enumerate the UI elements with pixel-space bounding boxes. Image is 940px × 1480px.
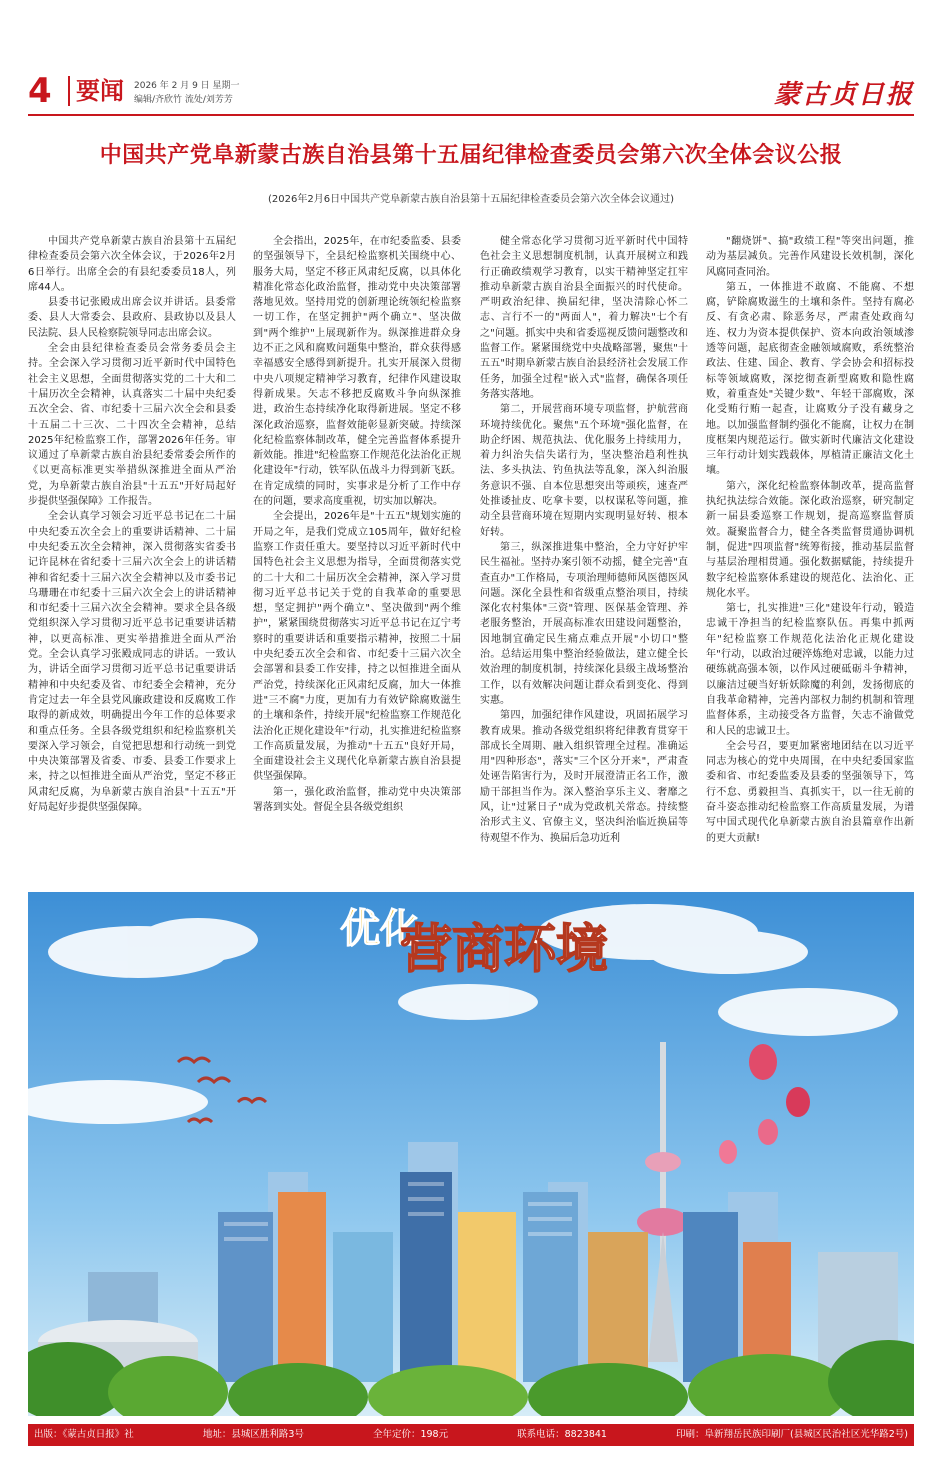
paragraph: 第一，强化政治监督，推动党中央决策部署落到实处。督促全县各级党组织 (253, 786, 461, 813)
paragraph: 全会认真学习领会习近平总书记在二十届中央纪委五次全会上的重要讲话精神、二十届中央纪委五次全会精神，深入贯彻落实省委书记许昆林在省纪委十三届六次全会上的讲话精神和省纪委十三届六次全会精神以及市委书记乌珊珊在市纪委十三届六次全会上的讲话精神和市纪委十三届六次全会精神。要求全县各级党组织深入学习贯彻习近平总书记重要讲话精神，以更高标准、更实举措推进全面从严治党。全会认真学习张殿成同志的讲话。一致认为，讲话全面学习贯彻习近平总书记重要讲话精神和中央纪委及省、市纪委全会精神，充分肯定过去一年全县党风廉政建设和反腐败工作取得的新成效，明确提出今年工作的总体要求和重点任务。全县各级党组织和纪检监察机关要深入学习领会，自觉把思想和行动统一到党中央决策部署及省委、市委、县委工作要求上来，持之以恒推进全面从严治党，坚定不移正风肃纪反腐，为阜新蒙古族自治县"十五五"开好局起好步提供坚强保障。 (28, 511, 236, 813)
article-column-3 (480, 234, 688, 846)
paragraph: 全会指出，2025年，在市纪委监委、县委的坚强领导下，全县纪检监察机关围绕中心、服务大局，坚定不移正风肃纪反腐，以具体化精准化常态化政治监督，推动党中央决策部署落地见效。坚持用党的创新理论统领纪检监察一切工作，在坚定拥护"两个确立"、坚决做到"两个维护"上展现新作为。纵深推进群众身边不正之风和腐败问题集中整治，群众获得感幸福感安全感得到新提升。扎实开展深入贯彻中央八项规定精神学习教育，纪律作风建设取得新成果。矢志不移把反腐败斗争向纵深推进，政治生态持续净化取得新进展。坚定不移深化政治巡察，监督效能彰显新突破。持续深化纪检监察体制改革，健全完善监督体系提升新效能。推进"纪检监察工作规范化法治化正规化建设年"行动，铁军队伍战斗力得到新飞跃。在肯定成绩的同时，实事求是分析了工作中存在的问题，要求高度重视，切实加以解决。 (253, 236, 461, 508)
paragraph: 全会由县纪律检查委员会常务委员会主持。全会深入学习贯彻习近平新时代中国特色社会主义思想，全面贯彻落实党的二十大和二十届历次全会精神，认真落实二十届中央纪委五次全会、省、市纪委十三届六次全会和县委十五届二十三次、二十四次全会精神，总结2025年纪检监察工作，部署2026年任务。审议通过了阜新蒙古族自治县纪委常委会所作的《以更高标准更实举措纵深推进全面从严治党，为阜新蒙古族自治县"十五五"开好局起好步提供坚强保障》工作报告。 (28, 343, 236, 508)
masthead-divider (28, 114, 914, 116)
banner-title-main: 营商环境 (400, 919, 609, 980)
paragraph: 第三，纵深推进集中整治，全力守好护牢民生福祉。坚持办案引领不动摇，健全完善"直查直办"工作格局，专项治理师德师风医德医风问题。深化全县性和省级重点整治项目，持续深化农村集体"三资"管理、医保基金管理、养老服务整治，开展高标准农田建设问题整治，因地制宜确定民生痛点难点开展"小切口"整治。总结运用集中整治经验做法，建立健全长效治理的制度机制，持续深化县级主战场整治工作，以有效解决问题让群众看到变化、得到实惠。 (480, 541, 688, 706)
article-column-1 (28, 234, 236, 815)
article-column-4 (706, 234, 914, 846)
page-footer (28, 1424, 914, 1446)
paragraph: 全会号召，要更加紧密地团结在以习近平同志为核心的党中央周围，在中央纪委国家监委和省、市纪委监委及县委的坚强领导下，笃行不怠、勇毅担当、真抓实干，以一往无前的奋斗姿态推动纪检监察工作高质量发展，为谱写中国式现代化阜新蒙古族自治县篇章作出新的更大贡献! (706, 740, 914, 844)
paragraph: 第四，加强纪律作风建设，巩固拓展学习教育成果。推动各级党组织将纪律教育贯穿干部成长全周期、融入组织管理全过程。准确运用"四种形态"，落实"三个区分开来"，严肃查处诬告陷害行为，及时开展澄清正名工作，激励干部担当作为。深入整治享乐主义、奢靡之风，让"过紧日子"成为党政机关常态。持续整治形式主义、官僚主义，坚决纠治临近换届等待观望不作为、换届后急功近利 (480, 710, 688, 844)
masthead (28, 70, 914, 114)
paragraph: 第七，扎实推进"三化"建设年行动，锻造忠诚干净担当的纪检监察队伍。再集中抓两年"纪检监察工作规范化法治化正规化建设年"行动，以政治过硬淬炼绝对忠诚，以能力过硬练就高强本领，以作风过硬砥砺斗争精神，以廉洁过硬当好斩妖除魔的利剑，发扬彻底的自我革命精神，完善内部权力制约机制和管理监督体系，主动接受各方监督，矢志不渝做党和人民的忠诚卫士。 (706, 603, 914, 737)
paragraph: 全会提出，2026年是"十五五"规划实施的开局之年，是我们党成立105周年，做好纪检监察工作责任重大。要坚持以习近平新时代中国特色社会主义思想为指导，全面贯彻落实党的二十大和二十届历次全会精神，深入学习贯彻习近平总书记关于党的自我革命的重要思想，坚定拥护"两个确立"、坚决做到"两个维护"，紧紧围绕贯彻落实习近平总书记在辽宁考察时的重要讲话和重要指示精神，按照二十届中央纪委五次全会和省、市纪委十三届六次全会部署和县委工作安排，持之以恒推进全面从严治党，持续深化正风肃纪反腐，加大一体推进"三不腐"力度，更加有力有效铲除腐败滋生的土壤和条件，持续开展"纪检监察工作规范化法治化正规化建设年"行动，扎实推进纪检监察工作高质量发展，为推动"十五五"良好开局，全面建设社会主义现代化阜新蒙古族自治县提供坚强保障。 (253, 511, 461, 783)
paragraph: 第六，深化纪检监察体制改革，提高监督执纪执法综合效能。深化政治巡察，研究制定新一届县委巡察工作规划，提高巡察监督质效。凝聚监督合力，健全各类监督贯通协调机制，促进"四项监督"统筹衔接，推动基层监督与基层治理相贯通。强化数据赋能，持续提升数字纪检监察体系建设的规范化、法治化、正规化水平。 (706, 480, 914, 599)
paragraph: 中国共产党阜新蒙古族自治县第十五届纪律检查委员会第六次全体会议，于2026年2月6日举行。出席全会的有县纪委委员18人，列席44人。 (28, 236, 236, 293)
business-environment-banner (28, 892, 914, 1416)
footer-address: 地址：县城区胜利路3号 (202, 1429, 304, 1440)
issue-date: 2026 年 2 月 9 日 星期一 (134, 81, 240, 91)
section-title: 要闻 (68, 76, 124, 106)
article-column-2 (253, 234, 461, 815)
banner-illustration (28, 892, 914, 1416)
footer-phone: 联系电话：8823841 (517, 1429, 607, 1440)
footer-publisher: 出版：《蒙古贞日报》社 (34, 1429, 134, 1440)
article-subtitle: (2026年2月6日中国共产党阜新蒙古族自治县第十五届纪律检查委员会第六次全体会议通过) (268, 194, 674, 205)
page-number: 4 (28, 71, 52, 111)
footer-price: 全年定价：198元 (372, 1429, 449, 1440)
paragraph: 健全常态化学习贯彻习近平新时代中国特色社会主义思想制度机制，认真开展树立和践行正确政绩观学习教育，以实干精神坚定扛牢推动阜新蒙古族自治县全面振兴的时代使命。严明政治纪律、换届纪律，坚决清除心怀二志、言行不一的"两面人"，着力解决"七个有之"问题。抓实中央和省委巡视反馈问题整改和监督工作。紧紧围绕党中央战略部署，聚焦"十五五"时期阜新蒙古族自治县经济社会发展工作任务，加强全过程"嵌入式"监督，确保各项任务落实落地。 (480, 236, 688, 400)
banner-title-small: 优化 (340, 905, 420, 952)
paragraph: "翻烧饼"、搞"政绩工程"等突出问题，推动为基层减负。完善作风建设长效机制，深化风腐同查同治。 (706, 236, 914, 278)
footer-printer: 印刷：阜新翔岳民族印刷厂(县城区民治社区光华路2号) (676, 1429, 908, 1440)
editor-credit: 编辑/齐欣竹 流处/刘芳芳 (134, 95, 233, 105)
paragraph: 县委书记张殿成出席会议并讲话。县委常委、县人大常委会、县政府、县政协以及县人民法院、县人民检察院领导同志出席会议。 (28, 297, 236, 339)
article-title: 中国共产党阜新蒙古族自治县第十五届纪律检查委员会第六次全体会议公报 (99, 142, 843, 168)
paragraph: 第二，开展营商环境专项监督，护航营商环境持续优化。聚焦"五个环境"强化监督，在助企纾困、规范执法、优化服务上持续用力，着力纠治失信失诺行为，坚决整治趋利性执法、多头执法、钓鱼执法等乱象，深入纠治服务意识不强、自本位思想突出等顽疾，速查严处推诿扯皮、吃拿卡要，以权谋私等问题，推动全县营商环境在短期内实现明显好转、根本好转。 (480, 404, 688, 538)
paragraph: 第五，一体推进不敢腐、不能腐、不想腐，铲除腐败滋生的土壤和条件。坚持有腐必反、有贪必肃、除恶务尽，严肃查处政商勾连、权力为资本提供保护、资本向政治领域渗透等问题，起底彻查金融领域腐败，系统整治政法、住建、国企、教育、学会协会和招标投标等领域腐败，深挖彻查新型腐败和隐性腐败，着重查处"关键少数"、年轻干部腐败，深化受贿行贿一起查，让腐败分子没有藏身之地。以加强监督制约强化不能腐，让权力在制度框架内规范运行。做实新时代廉洁文化建设三年行动计划实践载体，厚植清正廉洁文化土壤。 (706, 281, 914, 477)
newspaper-logo: 蒙古贞日报 (773, 80, 914, 110)
